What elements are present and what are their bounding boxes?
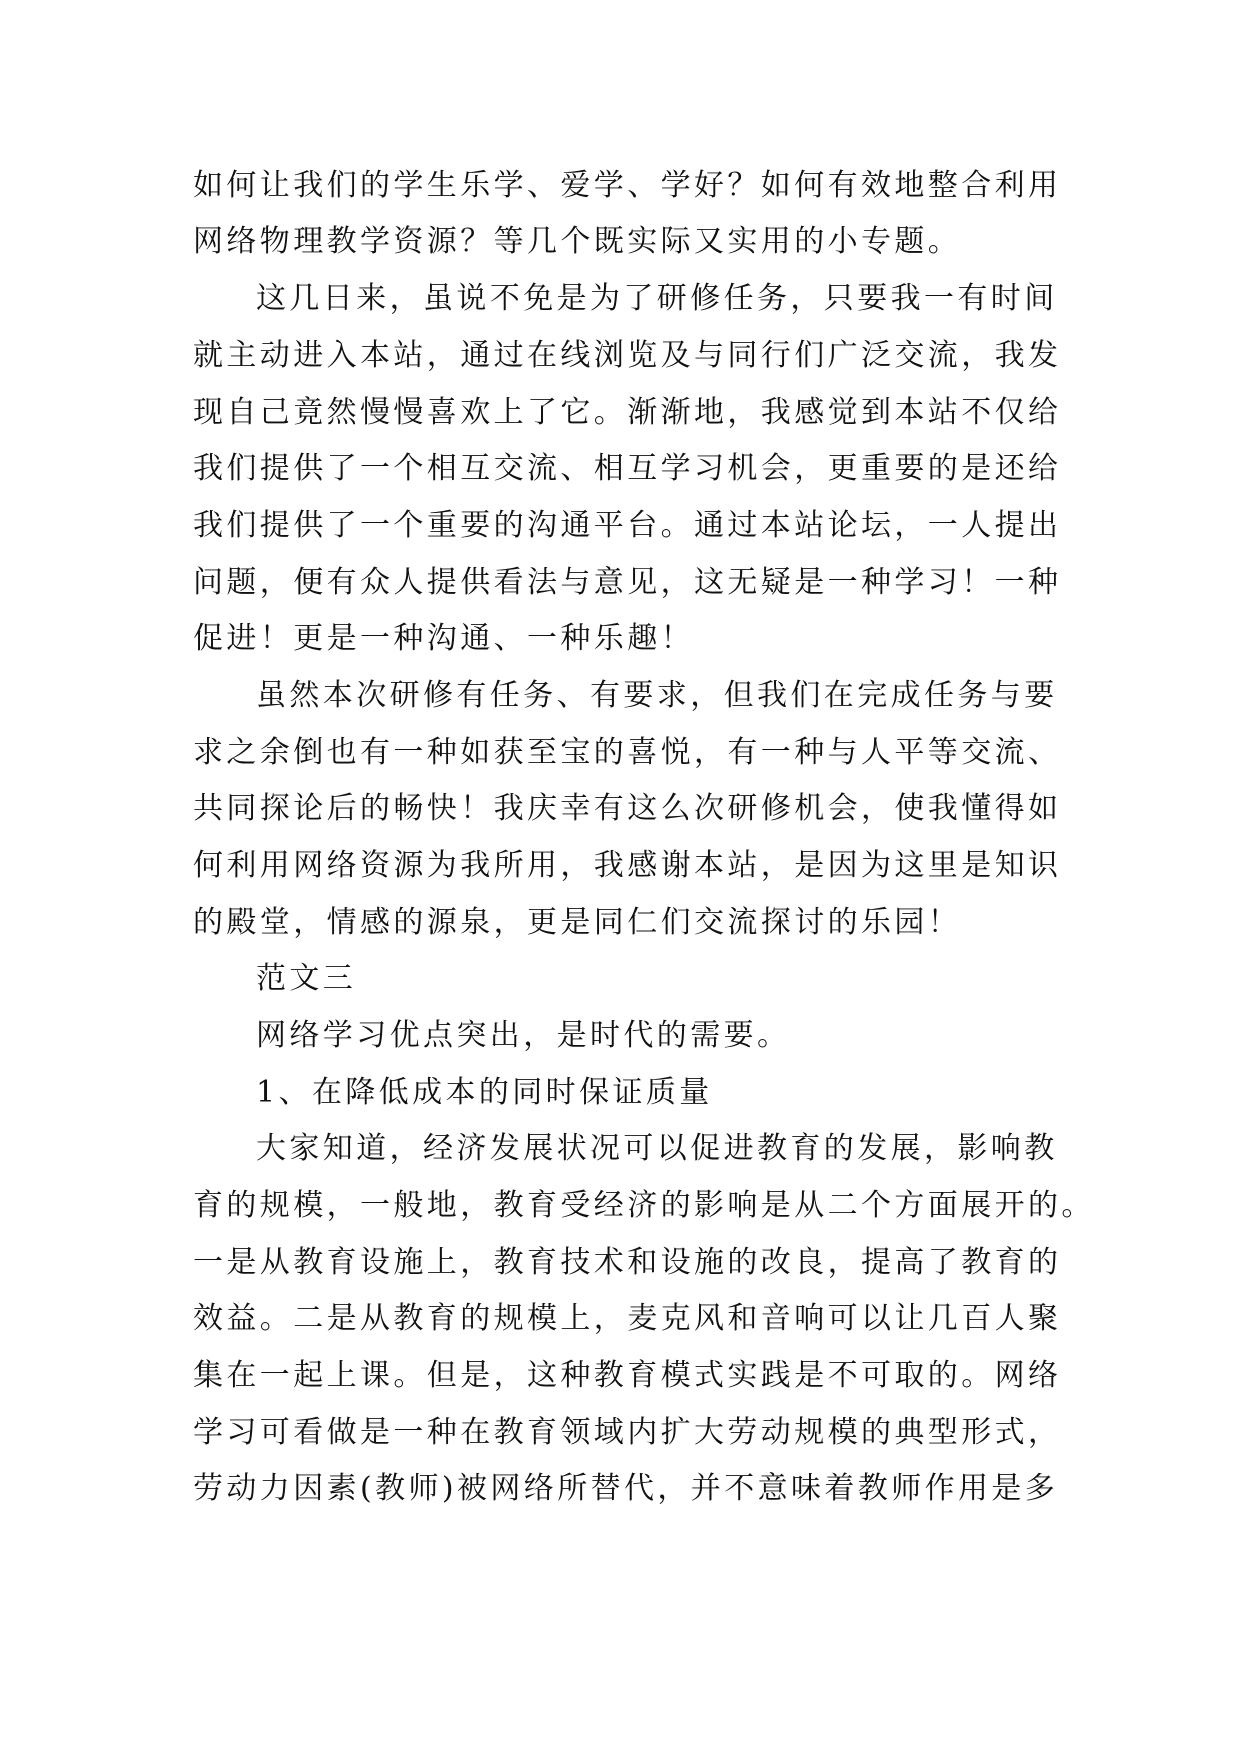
section-heading: 范文三 bbox=[256, 961, 357, 996]
text-line: 现自己竟然慢慢喜欢上了它。渐渐地，我感觉到本站不仅给 bbox=[193, 395, 1062, 430]
paragraph-start-line: 这几日来，虽说不免是为了研修任务，只要我一有时间 bbox=[256, 281, 1058, 316]
paragraph-start-line: 网络学习优点突出，是时代的需要。 bbox=[256, 1018, 791, 1053]
text-line: 集在一起上课。但是，这种教育模式实践是不可取的。网络 bbox=[193, 1358, 1062, 1393]
text-line: 促进！更是一种沟通、一种乐趣！ bbox=[193, 621, 694, 656]
text-line: 我们提供了一个相互交流、相互学习机会，更重要的是还给 bbox=[193, 451, 1062, 486]
text-line: 共同探论后的畅快！我庆幸有这么次研修机会，使我懂得如 bbox=[193, 791, 1062, 826]
text-line: 我们提供了一个重要的沟通平台。通过本站论坛，一人提出 bbox=[193, 508, 1062, 543]
text-line: 效益。二是从教育的规模上，麦克风和音响可以让几百人聚 bbox=[193, 1301, 1062, 1336]
text-line: 何利用网络资源为我所用，我感谢本站，是因为这里是知识 bbox=[193, 848, 1062, 883]
text-line: 一是从教育设施上，教育技术和设施的改良，提高了教育的 bbox=[193, 1245, 1062, 1280]
text-line: 求之余倒也有一种如获至宝的喜悦，有一种与人平等交流、 bbox=[193, 735, 1062, 770]
subheading: 1、在降低成本的同时保证质量 bbox=[256, 1075, 713, 1110]
text-line: 劳动力因素(教师)被网络所替代，并不意味着教师作用是多 bbox=[193, 1471, 1059, 1506]
text-line: 网络物理教学资源？等几个既实际又实用的小专题。 bbox=[193, 224, 962, 259]
text-line: 问题，便有众人提供看法与意见，这无疑是一种学习！一种 bbox=[193, 565, 1062, 600]
paragraph-start-line: 大家知道，经济发展状况可以促进教育的发展，影响教 bbox=[256, 1131, 1058, 1166]
text-line: 如何让我们的学生乐学、爱学、学好？如何有效地整合利用 bbox=[193, 168, 1062, 203]
text-line: 就主动进入本站，通过在线浏览及与同行们广泛交流，我发 bbox=[193, 338, 1062, 373]
text-line: 的殿堂，情感的源泉，更是同仁们交流探讨的乐园！ bbox=[193, 905, 962, 940]
text-line: 学习可看做是一种在教育领域内扩大劳动规模的典型形式， bbox=[193, 1415, 1062, 1450]
text-line: 育的规模，一般地，教育受经济的影响是从二个方面展开的。 bbox=[193, 1188, 1095, 1223]
paragraph-start-line: 虽然本次研修有任务、有要求，但我们在完成任务与要 bbox=[256, 678, 1058, 713]
